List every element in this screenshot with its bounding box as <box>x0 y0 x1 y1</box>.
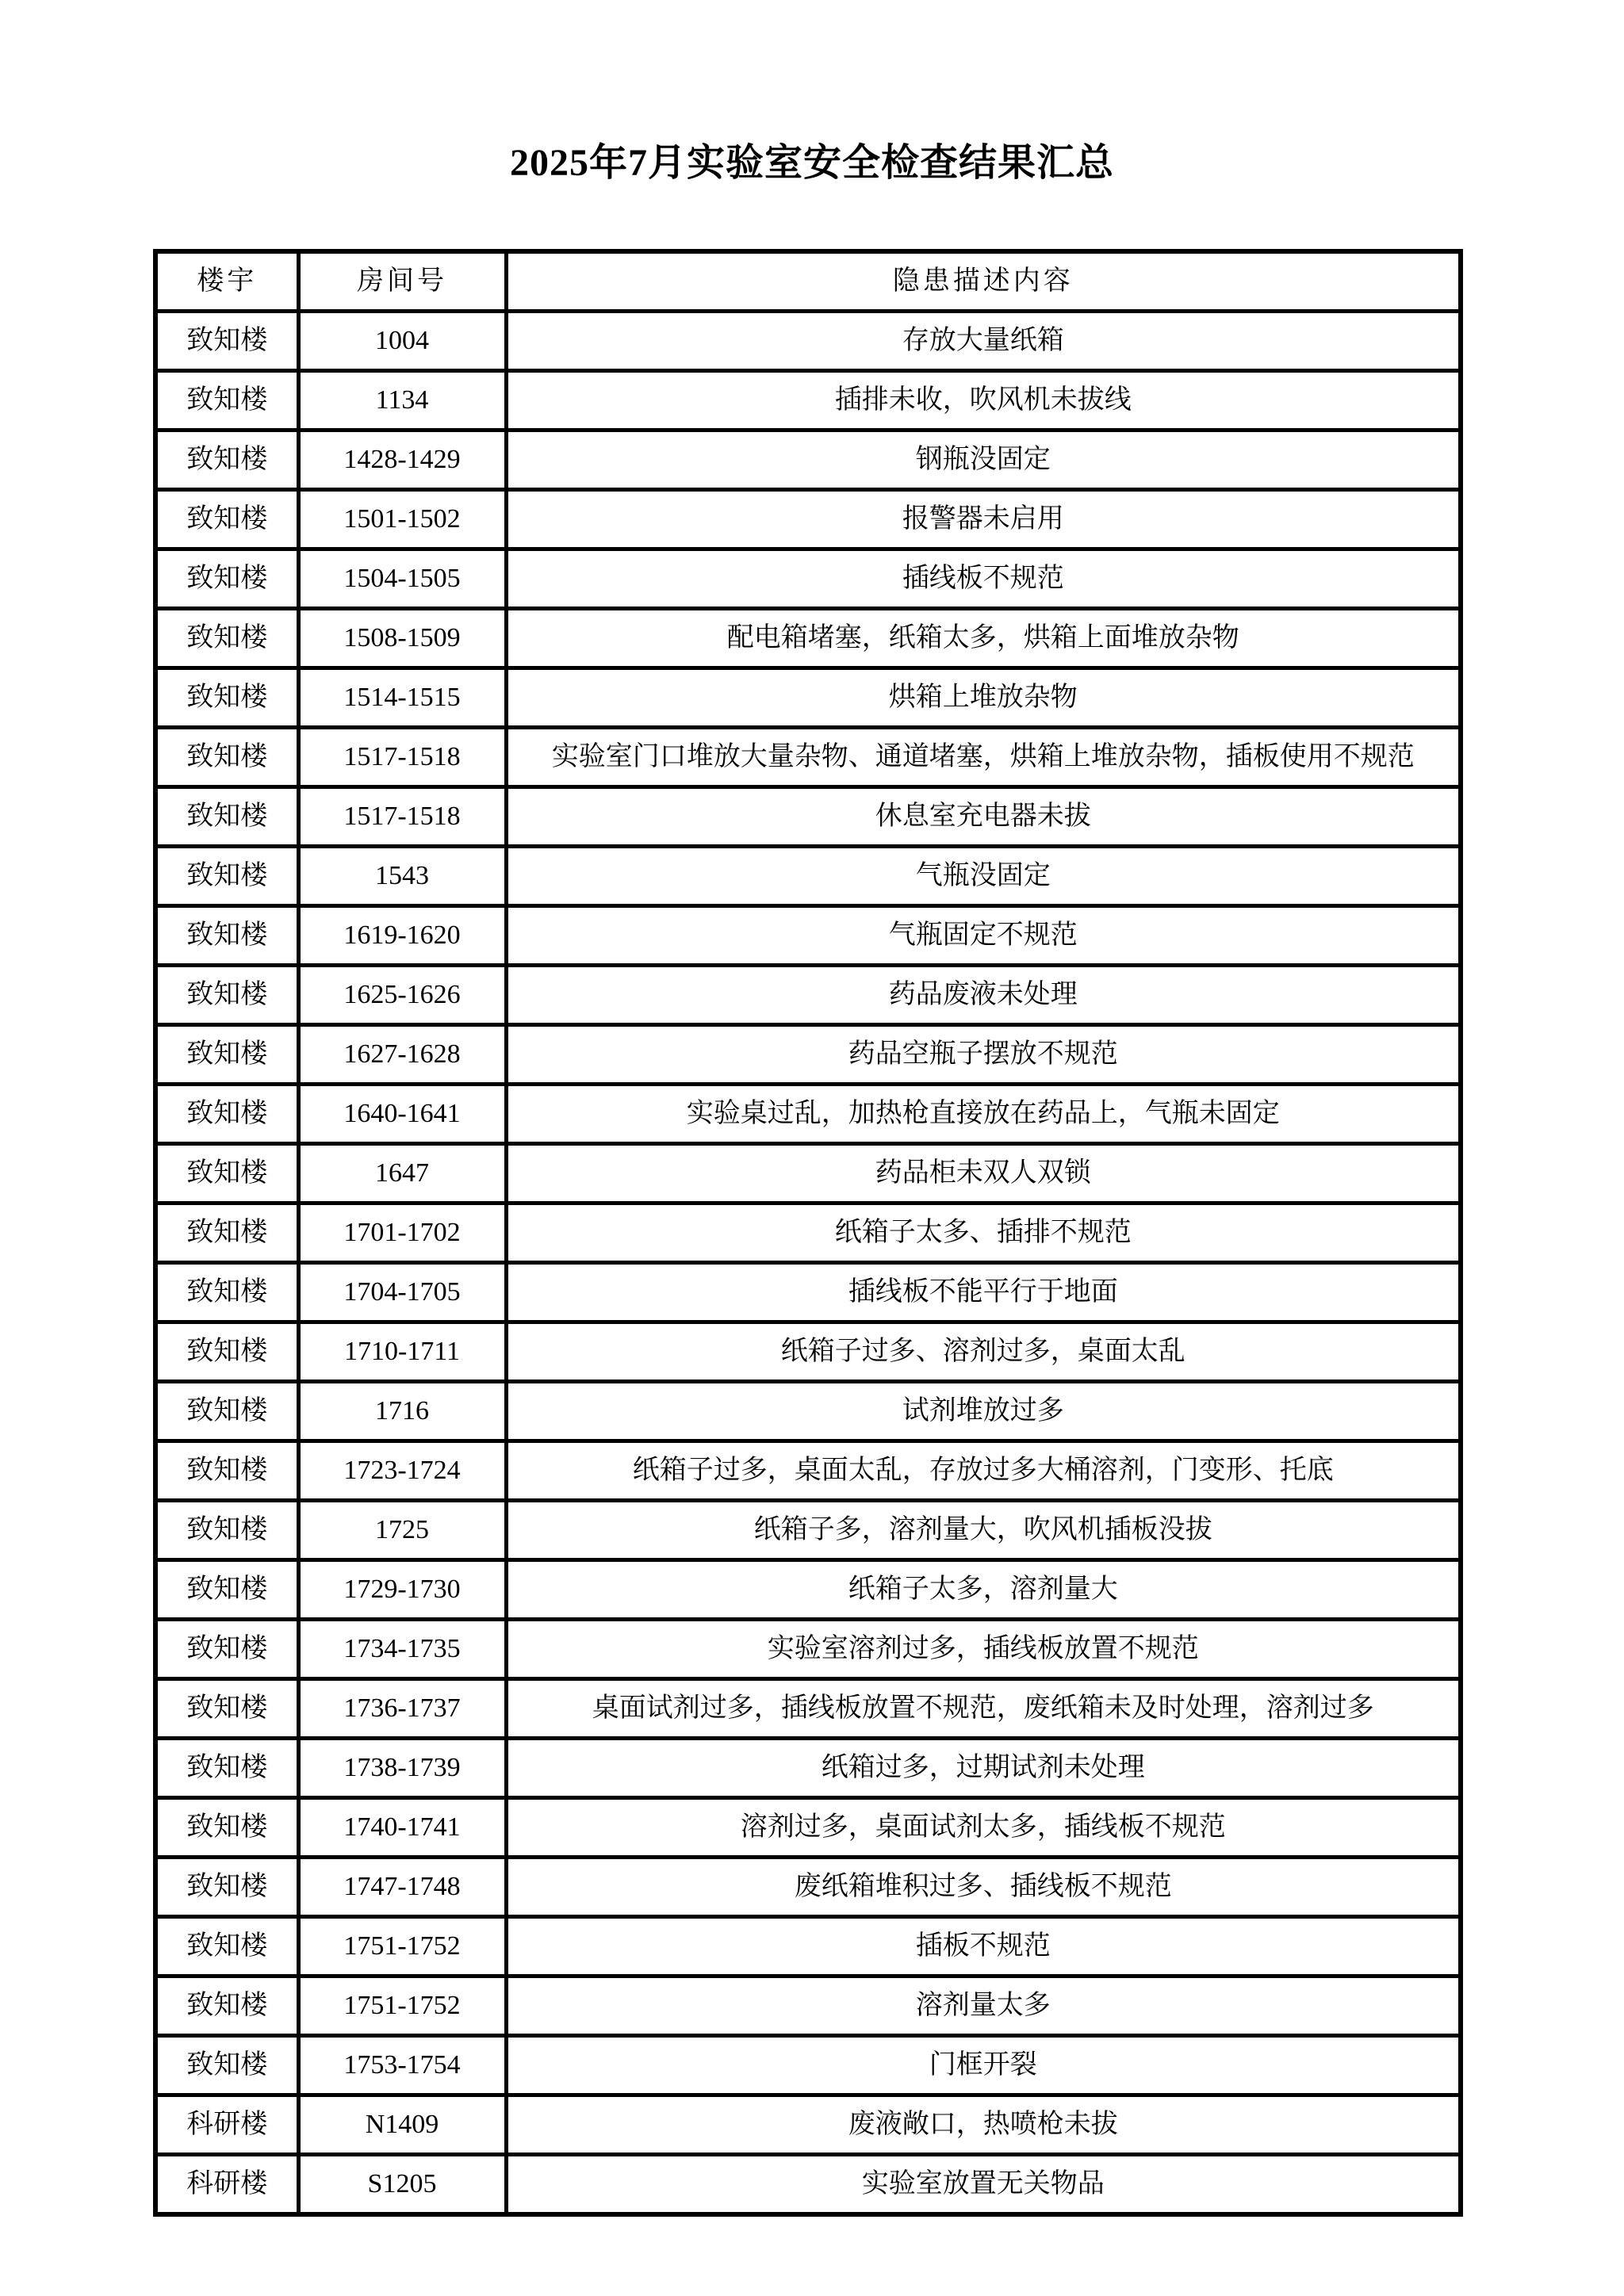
cell-room: 1747-1748 <box>298 1858 506 1917</box>
cell-issue: 纸箱子多，溶剂量大，吹风机插板没拔 <box>506 1501 1461 1560</box>
cell-room: 1625-1626 <box>298 966 506 1025</box>
page-title: 2025年7月实验室安全检查结果汇总 <box>509 142 1114 184</box>
table-row <box>155 1560 1461 1620</box>
header-row <box>155 251 1461 312</box>
cell-building: 致知楼 <box>155 1263 298 1322</box>
table-row <box>155 966 1461 1025</box>
cell-room: 1729-1730 <box>298 1560 506 1620</box>
cell-room: 1134 <box>298 371 506 430</box>
cell-building: 致知楼 <box>155 787 298 847</box>
cell-building: 致知楼 <box>155 1322 298 1382</box>
cell-issue: 药品废液未处理 <box>506 966 1461 1025</box>
cell-issue: 存放大量纸箱 <box>506 312 1461 371</box>
table-row <box>155 787 1461 847</box>
table-row <box>155 312 1461 371</box>
cell-room: 1514-1515 <box>298 668 506 728</box>
table-row <box>155 1739 1461 1798</box>
cell-building: 致知楼 <box>155 609 298 668</box>
table-row <box>155 847 1461 906</box>
cell-building: 致知楼 <box>155 728 298 787</box>
cell-building: 致知楼 <box>155 2036 298 2095</box>
table-row <box>155 490 1461 549</box>
cell-room: 1640-1641 <box>298 1085 506 1144</box>
cell-issue: 实验桌过乱，加热枪直接放在药品上，气瓶未固定 <box>506 1085 1461 1144</box>
cell-issue: 纸箱子太多，溶剂量大 <box>506 1560 1461 1620</box>
table-row <box>155 549 1461 609</box>
cell-issue: 药品柜未双人双锁 <box>506 1144 1461 1203</box>
cell-building: 致知楼 <box>155 1560 298 1620</box>
cell-room: S1205 <box>298 2155 506 2215</box>
table-row <box>155 1382 1461 1441</box>
cell-building: 致知楼 <box>155 1501 298 1560</box>
table-row <box>155 1025 1461 1085</box>
table-row <box>155 1501 1461 1560</box>
cell-building: 致知楼 <box>155 668 298 728</box>
table-row <box>155 1441 1461 1501</box>
table-row <box>155 371 1461 430</box>
header-cell-issue: 隐患描述内容 <box>506 251 1461 312</box>
cell-building: 致知楼 <box>155 966 298 1025</box>
cell-room: 1543 <box>298 847 506 906</box>
cell-issue: 插线板不能平行于地面 <box>506 1263 1461 1322</box>
cell-issue: 纸箱过多，过期试剂未处理 <box>506 1739 1461 1798</box>
table-body <box>155 312 1461 2215</box>
cell-room: 1619-1620 <box>298 906 506 966</box>
cell-room: 1627-1628 <box>298 1025 506 1085</box>
cell-issue: 废纸箱堆积过多、插线板不规范 <box>506 1858 1461 1917</box>
cell-building: 致知楼 <box>155 1144 298 1203</box>
cell-building: 致知楼 <box>155 490 298 549</box>
cell-issue: 气瓶固定不规范 <box>506 906 1461 966</box>
cell-building: 致知楼 <box>155 371 298 430</box>
cell-building: 致知楼 <box>155 549 298 609</box>
table-row <box>155 728 1461 787</box>
cell-issue: 实验室溶剂过多，插线板放置不规范 <box>506 1620 1461 1679</box>
cell-room: N1409 <box>298 2095 506 2155</box>
cell-issue: 插线板不规范 <box>506 549 1461 609</box>
table-row <box>155 2155 1461 2215</box>
table-row <box>155 1144 1461 1203</box>
cell-building: 致知楼 <box>155 1203 298 1263</box>
cell-issue: 纸箱子过多、溶剂过多，桌面太乱 <box>506 1322 1461 1382</box>
table-row <box>155 2036 1461 2095</box>
cell-room: 1723-1724 <box>298 1441 506 1501</box>
cell-building: 致知楼 <box>155 1739 298 1798</box>
cell-building: 致知楼 <box>155 1798 298 1858</box>
cell-building: 致知楼 <box>155 1976 298 2036</box>
cell-room: 1701-1702 <box>298 1203 506 1263</box>
cell-issue: 实验室放置无关物品 <box>506 2155 1461 2215</box>
cell-room: 1751-1752 <box>298 1917 506 1976</box>
cell-building: 致知楼 <box>155 1858 298 1917</box>
cell-issue: 烘箱上堆放杂物 <box>506 668 1461 728</box>
cell-building: 致知楼 <box>155 312 298 371</box>
cell-room: 1501-1502 <box>298 490 506 549</box>
cell-issue: 插排未收，吹风机未拔线 <box>506 371 1461 430</box>
cell-issue: 配电箱堵塞，纸箱太多，烘箱上面堆放杂物 <box>506 609 1461 668</box>
cell-issue: 门框开裂 <box>506 2036 1461 2095</box>
cell-issue: 溶剂过多，桌面试剂太多，插线板不规范 <box>506 1798 1461 1858</box>
cell-building: 科研楼 <box>155 2155 298 2215</box>
cell-room: 1508-1509 <box>298 609 506 668</box>
cell-room: 1647 <box>298 1144 506 1203</box>
cell-room: 1710-1711 <box>298 1322 506 1382</box>
table-header <box>155 251 1461 312</box>
table-row <box>155 1917 1461 1976</box>
table-row <box>155 1322 1461 1382</box>
cell-room: 1004 <box>298 312 506 371</box>
cell-issue: 休息室充电器未拔 <box>506 787 1461 847</box>
cell-room: 1736-1737 <box>298 1679 506 1739</box>
table-row <box>155 1976 1461 2036</box>
cell-issue: 实验室门口堆放大量杂物、通道堵塞，烘箱上堆放杂物，插板使用不规范 <box>506 728 1461 787</box>
cell-building: 致知楼 <box>155 1917 298 1976</box>
table-row <box>155 668 1461 728</box>
cell-building: 致知楼 <box>155 906 298 966</box>
cell-issue: 纸箱子太多、插排不规范 <box>506 1203 1461 1263</box>
cell-issue: 报警器未启用 <box>506 490 1461 549</box>
table-row <box>155 1203 1461 1263</box>
header-cell-room: 房间号 <box>298 251 506 312</box>
cell-building: 致知楼 <box>155 1620 298 1679</box>
cell-room: 1753-1754 <box>298 2036 506 2095</box>
inspection-results-table <box>153 249 1463 2217</box>
cell-issue: 溶剂量太多 <box>506 1976 1461 2036</box>
cell-building: 致知楼 <box>155 1085 298 1144</box>
cell-issue: 插板不规范 <box>506 1917 1461 1976</box>
cell-issue: 试剂堆放过多 <box>506 1382 1461 1441</box>
cell-room: 1517-1518 <box>298 728 506 787</box>
cell-room: 1734-1735 <box>298 1620 506 1679</box>
cell-building: 致知楼 <box>155 1025 298 1085</box>
cell-issue: 桌面试剂过多，插线板放置不规范，废纸箱未及时处理，溶剂过多 <box>506 1679 1461 1739</box>
cell-issue: 废液敞口，热喷枪未拔 <box>506 2095 1461 2155</box>
cell-issue: 气瓶没固定 <box>506 847 1461 906</box>
table-row <box>155 609 1461 668</box>
cell-building: 致知楼 <box>155 430 298 490</box>
cell-building: 致知楼 <box>155 1679 298 1739</box>
table-row <box>155 430 1461 490</box>
table-row <box>155 1620 1461 1679</box>
cell-issue: 纸箱子过多，桌面太乱，存放过多大桶溶剂，门变形、托底 <box>506 1441 1461 1501</box>
cell-room: 1738-1739 <box>298 1739 506 1798</box>
table-row <box>155 1798 1461 1858</box>
cell-room: 1704-1705 <box>298 1263 506 1322</box>
table-row <box>155 1858 1461 1917</box>
cell-building: 致知楼 <box>155 1441 298 1501</box>
cell-room: 1725 <box>298 1501 506 1560</box>
table-row <box>155 1679 1461 1739</box>
cell-issue: 药品空瓶子摆放不规范 <box>506 1025 1461 1085</box>
cell-room: 1517-1518 <box>298 787 506 847</box>
table-row <box>155 1085 1461 1144</box>
cell-building: 科研楼 <box>155 2095 298 2155</box>
cell-room: 1428-1429 <box>298 430 506 490</box>
table-row <box>155 2095 1461 2155</box>
cell-room: 1740-1741 <box>298 1798 506 1858</box>
cell-issue: 钢瓶没固定 <box>506 430 1461 490</box>
cell-room: 1751-1752 <box>298 1976 506 2036</box>
table-row <box>155 906 1461 966</box>
header-cell-building: 楼宇 <box>155 251 298 312</box>
cell-room: 1716 <box>298 1382 506 1441</box>
cell-building: 致知楼 <box>155 847 298 906</box>
cell-building: 致知楼 <box>155 1382 298 1441</box>
cell-room: 1504-1505 <box>298 549 506 609</box>
table-row <box>155 1263 1461 1322</box>
